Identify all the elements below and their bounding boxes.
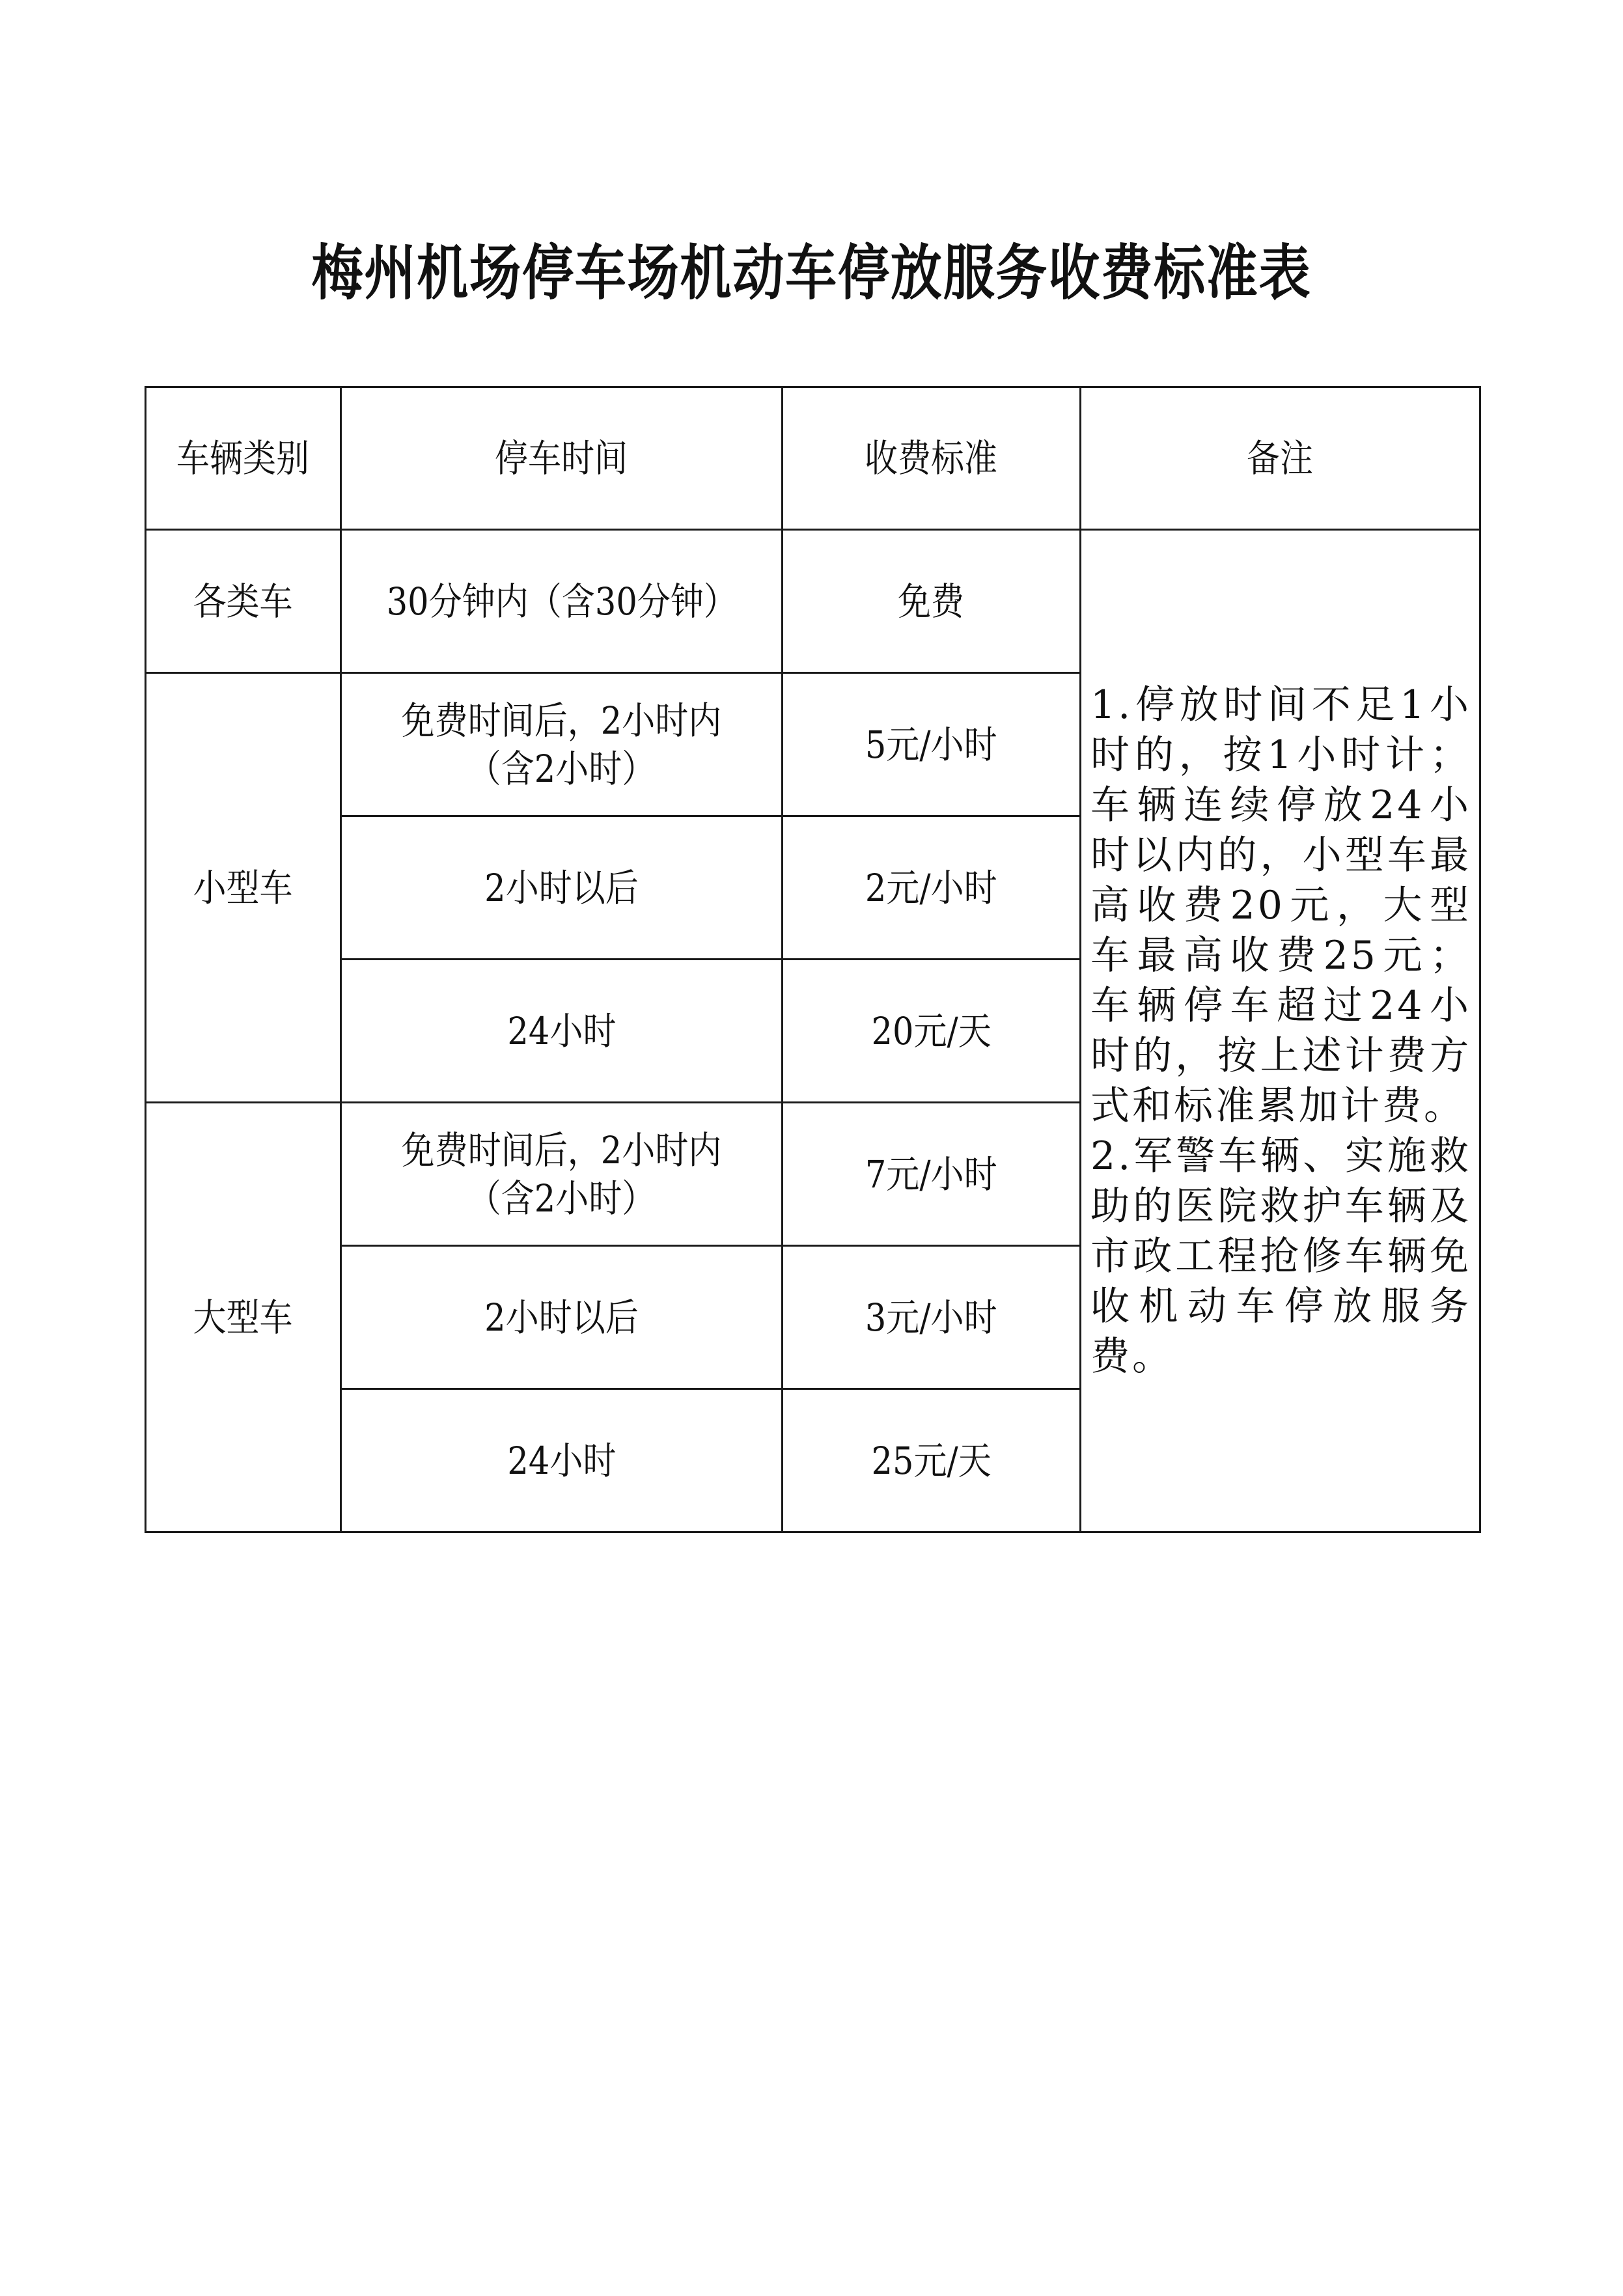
fee-cell: 2元/小时 (783, 816, 1081, 960)
parking-time-cell: 免费时间后，2小时内 （含2小时） (341, 1103, 783, 1246)
header-notes: 备注 (1081, 387, 1480, 530)
note-2: 2.军警车辆、实施救助的医院救护车辆及市政工程抢修车辆免收机动车停放服务费。 (1090, 1133, 1471, 1379)
header-vehicle-type: 车辆类别 (146, 387, 341, 530)
vehicle-type-cell: 大型车 (146, 1103, 341, 1532)
fee-cell: 免费 (783, 530, 1081, 673)
table-header-row (146, 387, 1480, 530)
vehicle-type-cell: 各类车 (146, 530, 341, 673)
parking-time-cell: 2小时以后 (341, 1246, 783, 1389)
page-title: 梅州机场停车场机动车停放服务收费标准表 (311, 238, 1312, 308)
notes-cell (1081, 530, 1480, 1532)
note-1: 1.停放时间不足1小时的，按1小时计；车辆连续停放24小时以内的，小型车最高收费20元，大型车最高收费25元；车辆停车超过24小时的，按上述计费方式和标准累加计费。 (1090, 682, 1471, 1129)
parking-time-cell: 免费时间后，2小时内 （含2小时） (341, 673, 783, 816)
parking-time-cell: 2小时以后 (341, 816, 783, 960)
parking-time-cell: 24小时 (341, 1389, 783, 1532)
fee-cell: 5元/小时 (783, 673, 1081, 816)
vehicle-type-cell: 小型车 (146, 673, 341, 1103)
parking-time-cell: 30分钟内（含30分钟） (341, 530, 783, 673)
fee-cell: 25元/天 (783, 1389, 1081, 1532)
header-fee: 收费标准 (783, 387, 1081, 530)
header-parking-time: 停车时间 (341, 387, 783, 530)
fee-cell: 3元/小时 (783, 1246, 1081, 1389)
fee-cell: 7元/小时 (783, 1103, 1081, 1246)
fee-cell: 20元/天 (783, 960, 1081, 1103)
parking-time-cell: 24小时 (341, 960, 783, 1103)
parking-fee-table (145, 386, 1481, 1533)
table-row (146, 530, 1480, 673)
